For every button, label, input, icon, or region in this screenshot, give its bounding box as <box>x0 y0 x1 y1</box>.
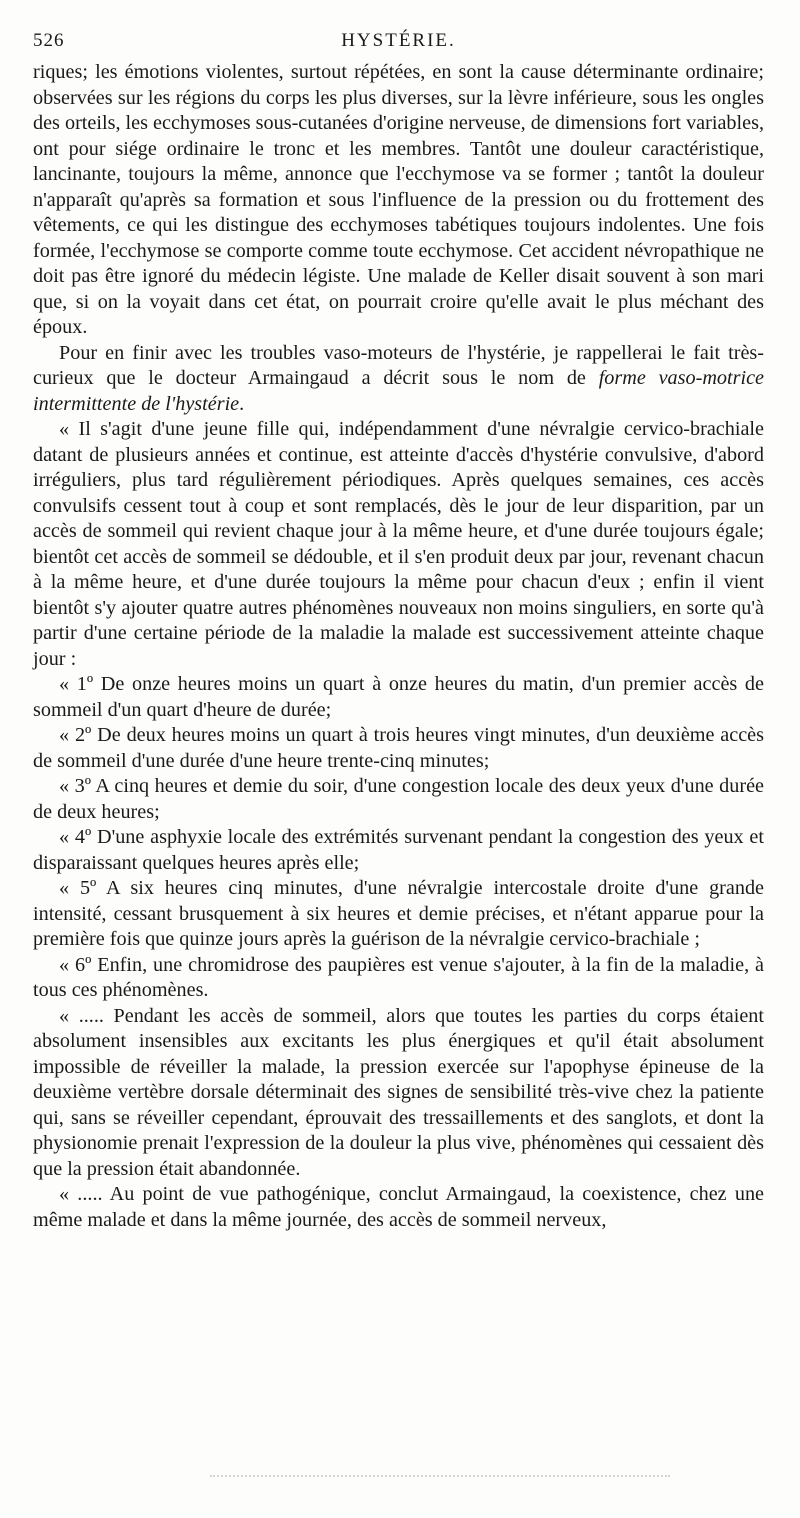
running-title: HYSTÉRIE. <box>341 30 456 51</box>
paragraph-ecchymoses: riques; les émotions violentes, surtout répétées, en sont la cause déterminante ordinaire; observées sur les régions du corps les plus diverses, sur la lèvre inférieure, sous les ongles des orteils, les ecchymoses sous-cutanées d'origine nerveuse, de dimensions fort variables, ont pour siége ordinaire le tronc et les membres. Tantôt une douleur caractéristique, lancinante, toujours la même, annonce que l'ecchymose va se former ; tantôt la douleur n'apparaît qu'après sa formation et sous l'influence de la pression ou du frottement des vêtements, ce qui les distingue des ecchymoses tabétiques toujours indolentes. Une fois formée, l'ecchymose se comporte comme toute ecchymose. Cet accident névropathique ne doit pas être ignoré du médecin légiste. Une malade de Keller disait souvent à son mari que, si on la voyait dans cet état, on pourrait croire qu'elle avait le plus méchant des époux. <box>33 61 764 338</box>
page-header <box>33 24 764 60</box>
paragraph-item-6: « 6º Enfin, une chromidrose des paupières est venue s'ajouter, à la fin de la maladie, à tous ces phénomènes. <box>33 953 764 1001</box>
paragraph-armaingaud-intro <box>33 341 764 418</box>
paragraph-conclusion: « ..... Au point de vue pathogénique, conclut Armaingaud, la coexistence, chez une même malade et dans la même journée, des accès de sommeil nerveux, <box>33 1183 764 1231</box>
body-text <box>33 60 764 1233</box>
paragraph-item-1: « 1º De onze heures moins un quart à onze heures du matin, d'un premier accès de sommeil d'un quart d'heure de durée; <box>33 673 764 721</box>
paragraph-item-4: « 4º D'une asphyxie locale des extrémités survenant pendant la congestion des yeux et disparaissant quelques heures après elle; <box>33 826 764 874</box>
paragraph-sommeil: « ..... Pendant les accès de sommeil, alors que toutes les parties du corps étaient absolument insensibles aux excitants les plus énergiques et qu'il était absolument impossible de réveiller la malade, la pression exercée sur l'apophyse épineuse de la deuxième vertèbre dorsale déterminait des signes de sensibilité très-vive chez la patiente qui, sans se réveiller cependant, éprouvait des tressaillements et des sanglots, et dont la physionomie prenait l'expression de la douleur la plus vive, phénomènes qui cessaient dès que la pression était abandonnée. <box>33 1004 764 1180</box>
paragraph-item-2: « 2º De deux heures moins un quart à trois heures vingt minutes, d'un deuxième accès de sommeil d'une durée d'une heure trente-cinq minutes; <box>33 724 764 772</box>
page-number: 526 <box>33 30 65 51</box>
footer-dots <box>210 1475 670 1479</box>
armaingaud-italic: forme vaso-motrice intermittente de l'hystérie <box>33 367 764 415</box>
armaingaud-end: . <box>239 392 245 415</box>
paragraph-quote-case: « Il s'agit d'une jeune fille qui, indépendamment d'une névralgie cervico-brachiale datant de plusieurs années et continue, est atteinte d'accès d'hystérie convulsive, d'abord irréguliers, plus tard régulièrement périodiques. Après quelques semaines, ces accès convulsifs cessent tout à coup et sont remplacés, dès le jour de leur disparition, par un accès de sommeil qui revient chaque jour à la même heure, et d'une durée toujours égale; bientôt cet accès de sommeil se dédouble, et il s'en produit deux par jour, revenant chacun à la même heure, et d'une durée toujours la même pour chacun d'eux ; enfin il vient bientôt s'y ajouter quatre autres phénomènes nouveaux non moins singuliers, en sorte qu'à partir d'une certaine période de la maladie la malade est successivement atteinte chaque jour : <box>33 418 764 670</box>
paragraph-item-3: « 3º A cinq heures et demie du soir, d'une congestion locale des deux yeux d'une durée de deux heures; <box>33 775 764 823</box>
paragraph-item-5: « 5º A six heures cinq minutes, d'une névralgie intercostale droite d'une grande intensité, cessant brusquement à six heures et demie précises, et n'étant apparue pour la première fois que quinze jours après la guérison de la névralgie cervico-brachiale ; <box>33 877 764 950</box>
armaingaud-text: Pour en finir avec les troubles vaso-moteurs de l'hystérie, je rappellerai le fait très-curieux que le docteur Armaingaud a décrit sous le nom de <box>33 341 764 389</box>
